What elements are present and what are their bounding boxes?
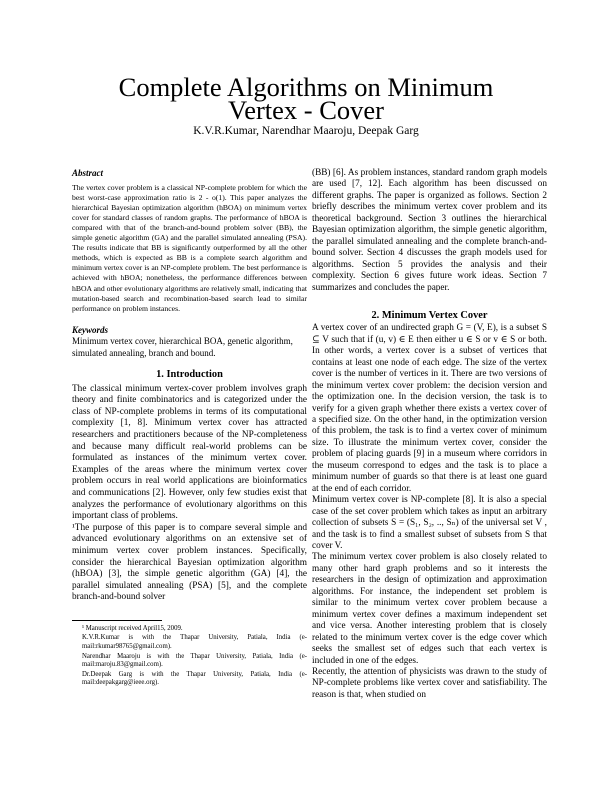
footnote-author-kumar: K.V.R.Kumar is with the Thapar University, Patiala, India (e-mail:rkumar98765@gmail.com). bbox=[82, 634, 307, 651]
abstract-heading: Abstract bbox=[72, 168, 104, 178]
mvc-paragraph-1: A vertex cover of an undirected graph G = (V, E), is a subset S ⊆ V such that if (u, v) ∈ E then either u ∈ S or v ∈ S or both. In other words, a vertex cover is a subset of vertices that contains at least one node of each edge. The size of the vertex cover is the number of vertices in it. There are two versions of the minimum vertex cover problem: the decision version and the optimization one. In the decision version, the task is to verify for a given graph whether there exists a vertex cover of a specified size. On the other hand, in the optimization version of this problem, the task is to find a vertex cover of minimum size. To illustrate the minimum vertex cover, consider the problem of placing guards [9] in a museum where corridors in the museum correspond to edges and the task is to place a minimum number of guards so that there is at least one guard at the end of each corridor. bbox=[312, 323, 547, 494]
footnote-author-maaroju: Narendhar Maaroju is with the Thapar University, Patiala, India (e-mail:maroju.83@gmail.com). bbox=[82, 652, 307, 669]
footnote-divider bbox=[72, 620, 162, 621]
footnote-manuscript: ¹ Manuscript received April15, 2009. bbox=[82, 624, 183, 632]
footnote-author-garg: Dr.Deepak Garg is with the Thapar University, Patiala, India (e-mail:deepakgarg@ieee.org). bbox=[82, 670, 307, 687]
introduction-paragraph-3: (BB) [6]. As problem instances, standard random graph models are used [7, 12]. Each algorithm has been discussed on different graphs. The paper is organized as follows. Section 2 briefly describes the minimum vertex cover problem and its theoretical background. Section 3 outlines the hierarchical Bayesian optimization algorithm, the simple genetic algorithm, the parallel simulated annealing and the complete branch-and-bound solver. Section 4 discusses the graph models used for algorithms. Section 5 provides the analysis and their complexity. Section 6 gives future work ideas. Section 7 summarizes and concludes the paper. bbox=[312, 168, 547, 293]
keywords-text: Minimum vertex cover, hierarchical BOA, genetic algorithm, simulated annealing, branch and bound. bbox=[72, 336, 293, 358]
abstract-text: The vertex cover problem is a classical NP-complete problem for which the best worst-case approximation ratio is 2 - o(1). This paper analyzes the hierarchical Bayesian optimization algorithm (hBOA) on minimum vertex cover for standard classes of random graphs. The performance of hBOA is compared with that of the branch-and-bound problem solver (BB), the simple genetic algorithm (GA) and the parallel simulated annealing (PSA). The results indicate that BB is significantly outperformed by all the other methods, which is expected as BB is a complete search algorithm and minimum vertex cover is an NP-complete problem. The best performance is achieved with hBOA; nonetheless, the performance differences between hBOA and other evolutionary algorithms are relatively small, indicating that mutation-based search and recombination-based search lead to similar performance on problem instances. bbox=[72, 182, 307, 313]
introduction-paragraph-1: The classical minimum vertex-cover problem involves graph theory and finite combinatorics and is categorized under the class of NP-complete problems in terms of its computational complexity [1, 8]. Minimum vertex cover has attracted researchers and practitioners because of the NP-completeness and because many difficult real-world problems can be formulated as instances of the minimum vertex cover. Examples of the areas where the minimum vertex cover problem occurs in real world applications are bioinformatics and communications [2]. However, only few studies exist that analyzes the performance of evolutionary algorithms on this important class of problems. bbox=[72, 383, 307, 522]
mvc-paragraph-4: Recently, the attention of physicists was drawn to the study of NP-complete problems like vertex cover and satisfiability. The reason is that, when studied on bbox=[312, 666, 547, 700]
introduction-heading: 1. Introduction bbox=[156, 369, 223, 380]
mvc-paragraph-3: The minimum vertex cover problem is also closely related to many other hard graph problems and so it interests the researchers in the design of optimization and approximation algorithms. For instance, the independent set problem is similar to the minimum vertex cover problem because a minimum vertex cover defines a maximum independent set and vice versa. Another interesting problem that is closely related to the minimum vertex cover is the edge cover which seeks the smallest set of edges such that each vertex is included in one of the edges. bbox=[312, 552, 547, 666]
left-column bbox=[72, 168, 307, 689]
right-column bbox=[312, 168, 547, 701]
introduction-paragraph-2: ¹The purpose of this paper is to compare several simple and advanced evolutionary algorithms on an extensive set of minimum vertex cover problem instances. Specifically, consider the hierarchical Bayesian optimization algorithm (hBOA) [3], the simple genetic algorithm (GA) [4], the parallel simulated annealing (PSA) [5], and the complete branch-and-bound solver bbox=[72, 522, 307, 603]
paper-title: Complete Algorithms on Minimum Vertex - Cover bbox=[118, 72, 494, 125]
paper-authors: K.V.R.Kumar, Narendhar Maaroju, Deepak Garg bbox=[193, 125, 419, 137]
minimum-vertex-cover-heading: 2. Minimum Vertex Cover bbox=[371, 309, 488, 321]
keywords-heading: Keywords bbox=[72, 324, 108, 335]
mvc-paragraph-2: Minimum vertex cover is NP-complete [8]. It is also a special case of the set cover problem which takes as input an arbitrary collection of subsets S = (S₁, S₂, .., Sₙ) of the universal set V , and the task is to find a smallest subset of subsets from S that cover V. bbox=[312, 495, 547, 551]
